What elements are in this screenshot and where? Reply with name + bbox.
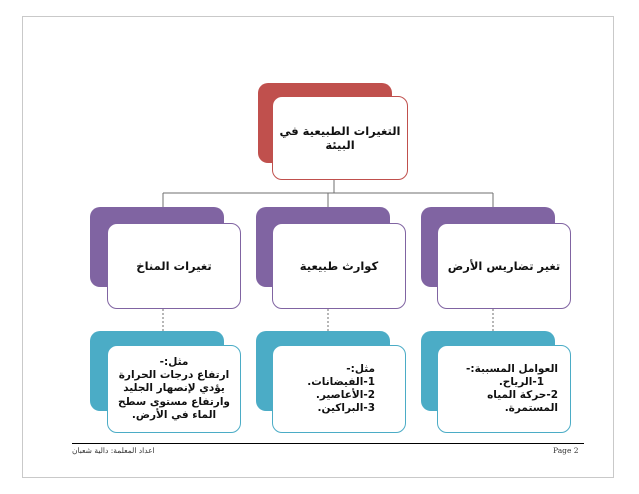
climate-detail-node xyxy=(107,345,241,433)
disasters-node-label: كوارث طبيعية xyxy=(299,259,379,273)
terrain-detail-line: العوامل المسببة:- xyxy=(466,362,558,375)
disasters-node xyxy=(272,223,406,309)
terrain-detail-line: 1-الرياح. xyxy=(498,375,544,388)
terrain-node-label: تغير تضاريس الأرض xyxy=(447,259,561,273)
disasters-detail-node xyxy=(272,345,406,433)
disasters-detail-line: 1-الفيضانات. xyxy=(307,375,375,388)
title-node-label: التغيرات الطبيعية في البيئة xyxy=(279,124,401,152)
footer-rule xyxy=(72,443,584,444)
disasters-detail-line: 2-الأعاصير. xyxy=(315,389,375,401)
footer-author: اعداد المعلمة: دالية شعبان xyxy=(72,446,155,455)
disasters-detail-line: 3-البراكين. xyxy=(317,402,375,415)
climate-node-label: تغيرات المناخ xyxy=(136,259,212,273)
terrain-detail-line: 2-حركة المياه المستمرة. xyxy=(487,389,558,415)
footer-page-number: Page 2 xyxy=(553,446,579,455)
title-node xyxy=(272,96,408,180)
disasters-detail-line: مثل:- xyxy=(346,362,375,375)
climate-detail-line: مثل:- xyxy=(159,356,189,369)
terrain-node xyxy=(437,223,571,309)
climate-node xyxy=(107,223,241,309)
climate-detail-line: ارتفاع درجات الحرارة يؤدي لإنصهار الجليد وارتفاع مستوى سطح الماء في الأرض. xyxy=(118,369,230,421)
terrain-detail-node xyxy=(437,345,571,433)
